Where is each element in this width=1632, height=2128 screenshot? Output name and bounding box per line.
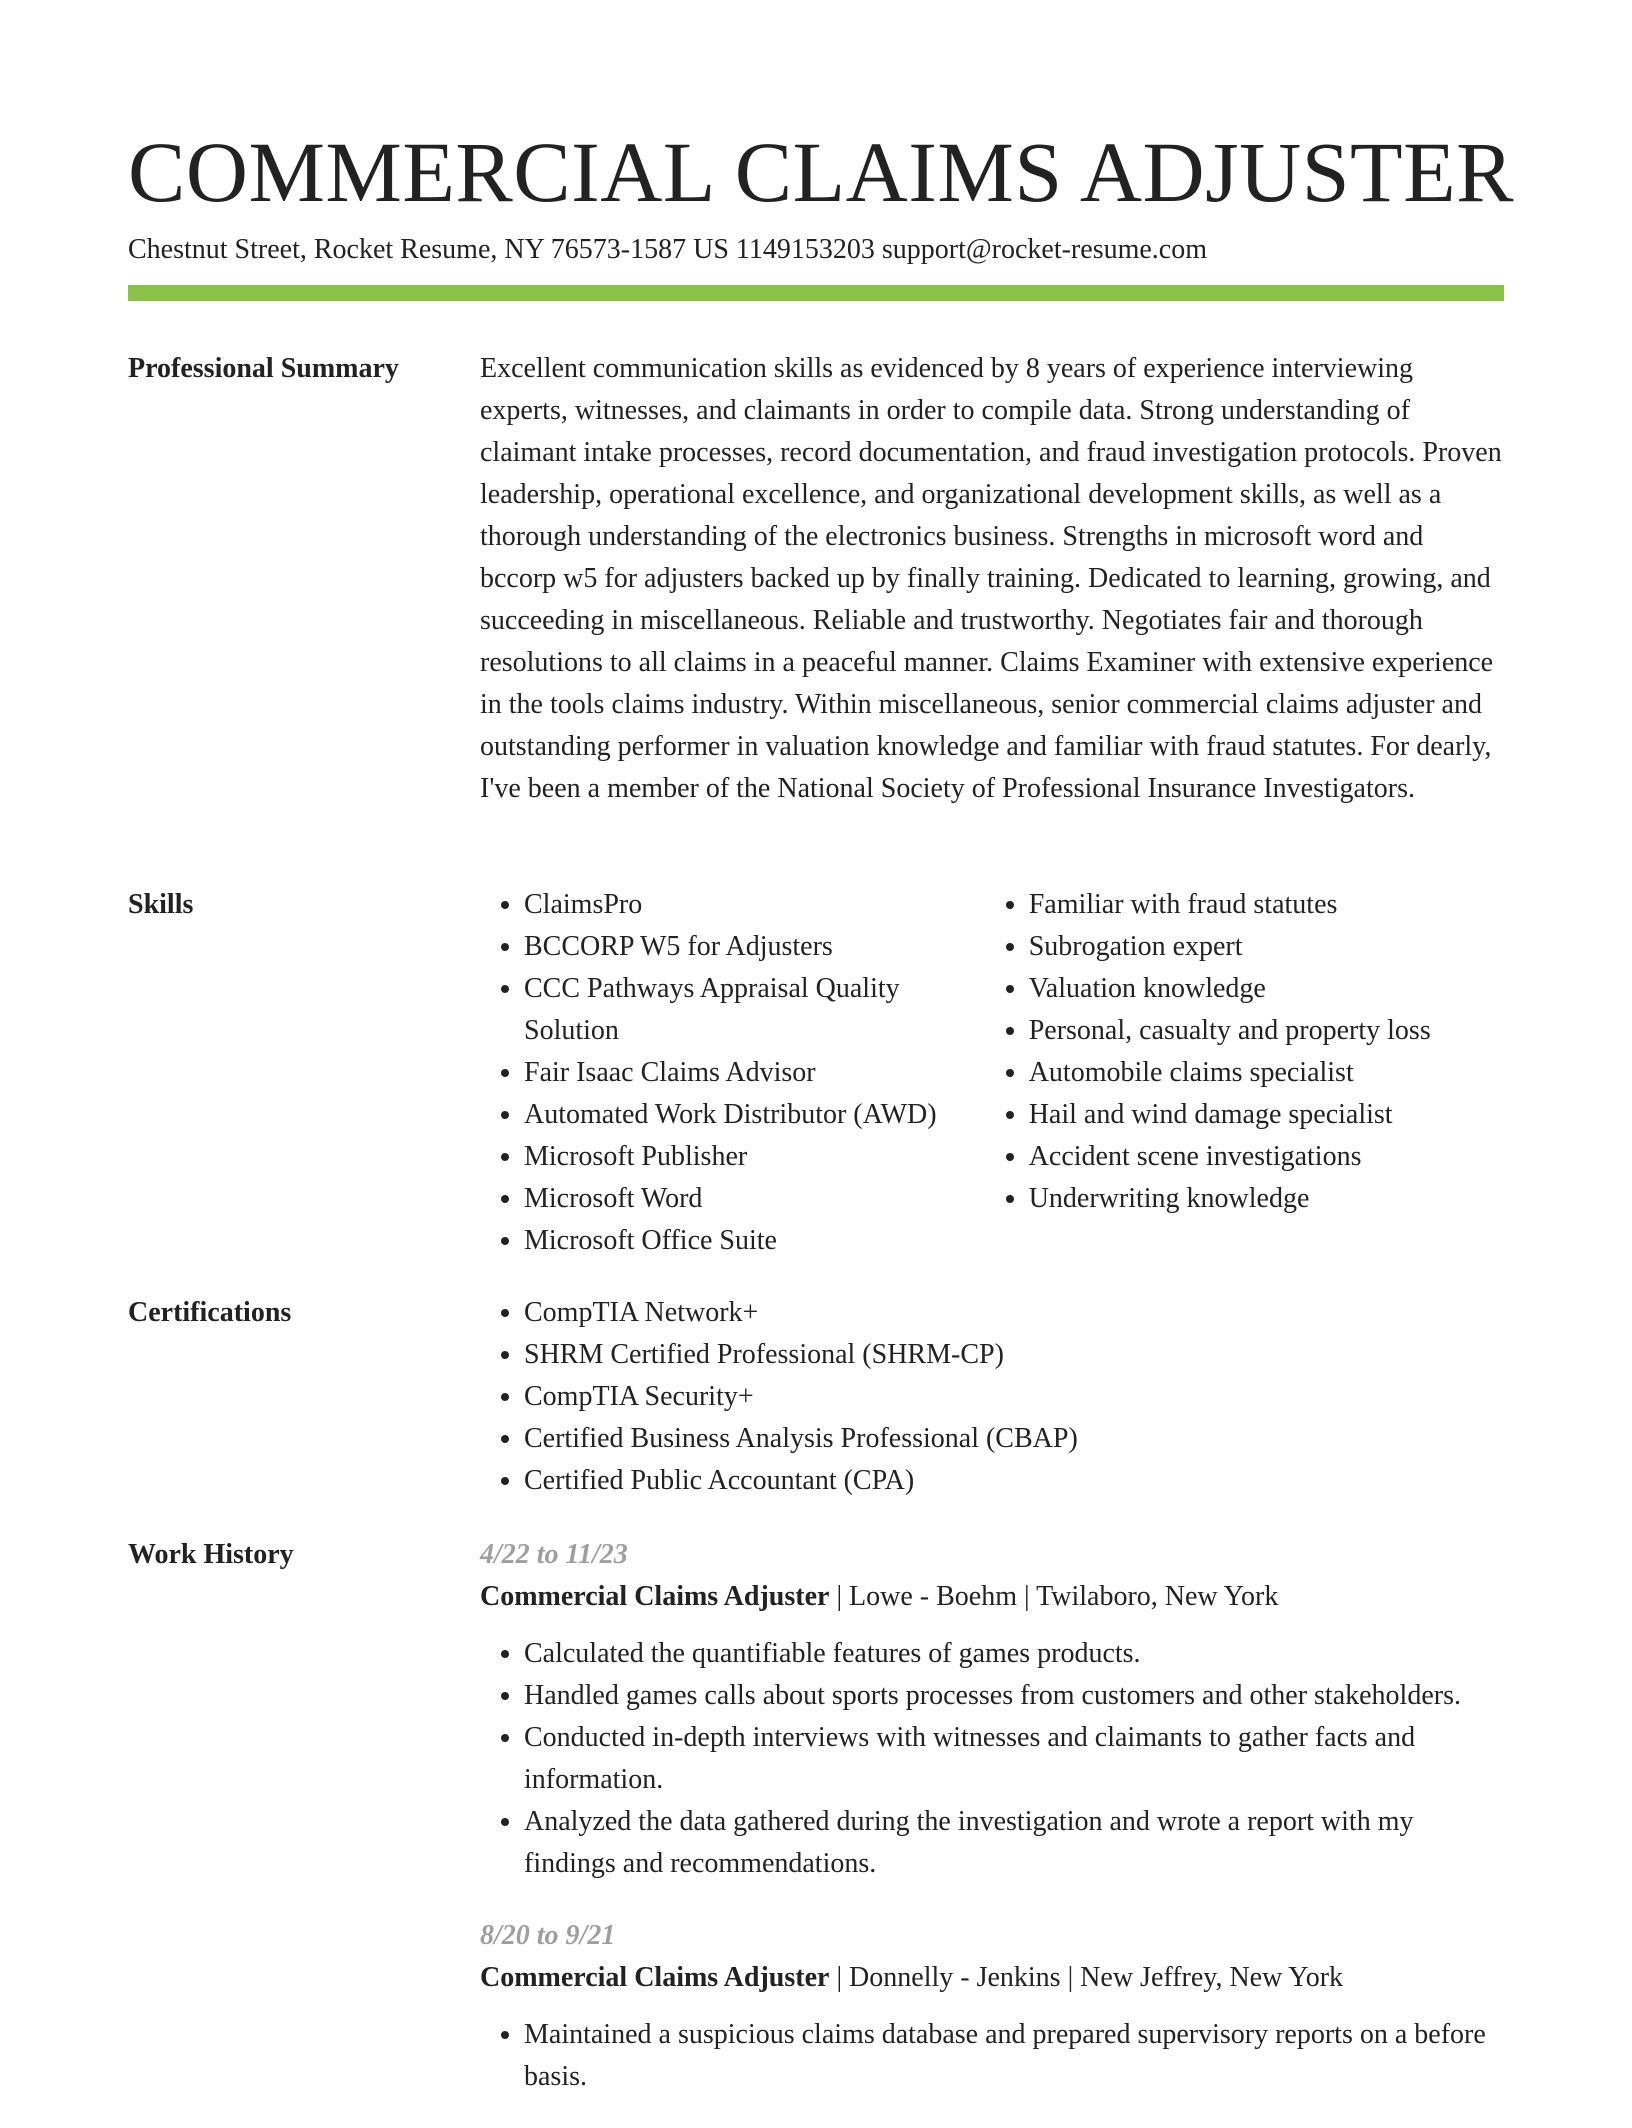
certifications-list [480,1292,1504,1502]
certification-item: • CompTIA Security+ [524,1376,1504,1418]
job-bullet: • Analyzed the data gathered during the investigation and wrote a report with my findings and recommendations. [524,1801,1504,1885]
job-bullet: • Conducted in-depth interviews with witnesses and claimants to gather facts and information. [524,1717,1504,1801]
skill-item: • ClaimsPro [524,884,985,926]
job-title: Commercial Claims Adjuster [480,1581,830,1612]
skill-item: • Accident scene investigations [1029,1136,1504,1178]
skill-item: • Fair Isaac Claims Advisor [524,1052,985,1094]
work-history-label: Work History [128,1539,294,1570]
skills-columns [480,884,1504,1262]
job-bullet: • Handled games calls about sports processes from customers and other stakeholders. [524,1675,1504,1717]
certification-item: • SHRM Certified Professional (SHRM-CP) [524,1334,1504,1376]
job-bullets [480,2014,1504,2098]
job-details: | Donnelly - Jenkins | New Jeffrey, New York [829,1962,1344,1993]
job-bullet: • Maintained a suspicious claims database and prepared supervisory reports on a before basis. [524,2014,1504,2098]
job-heading [480,1957,1504,1999]
skills-body [480,884,1504,1262]
certifications-label: Certifications [128,1297,292,1328]
resume-title: COMMERCIAL CLAIMS ADJUSTER [128,124,1514,220]
skill-item: • BCCORP W5 for Adjusters [524,926,985,968]
skill-item: • Underwriting knowledge [1029,1178,1504,1220]
job-heading [480,1576,1504,1618]
skill-item: • Valuation knowledge [1029,968,1504,1010]
summary-text: Excellent communication skills as evidenced by 8 years of experience interviewing experts, witnesses, and claimants in order to compile data. Strong understanding of claimant intake processes, record documentation, and fraud investigation protocols. Proven leadership, operational excellence, and organizational development skills, as well as a thorough understanding of the electronics business. Strengths in microsoft word and bccorp w5 for adjusters backed up by finally training. Dedicated to learning, growing, and succeeding in miscellaneous. Reliable and trustworthy. Negotiates fair and thorough resolutions to all claims in a peaceful manner. Claims Examiner with extensive experience in the tools claims industry. Within miscellaneous, senior commercial claims adjuster and outstanding performer in valuation knowledge and familiar with fraud statutes. For dearly, I've been a member of the National Society of Professional Insurance Investigators. [480,353,1502,804]
certifications-body [480,1292,1504,1502]
skill-item: • Hail and wind damage specialist [1029,1094,1504,1136]
skills-label: Skills [128,889,194,920]
contact-line: Chestnut Street, Rocket Resume, NY 76573-1587 US 1149153203 support@rocket-resume.com [128,234,1207,265]
job-dates: 4/22 to 11/23 [480,1539,628,1570]
certification-item: • CompTIA Network+ [524,1292,1504,1334]
skill-item: • CCC Pathways Appraisal Quality Solution [524,968,985,1052]
job-bullet: • Calculated the quantifiable features of games products. [524,1633,1504,1675]
certification-item: • Certified Public Accountant (CPA) [524,1460,1504,1502]
skill-item: • Subrogation expert [1029,926,1504,968]
certification-item: • Certified Business Analysis Professional (CBAP) [524,1418,1504,1460]
job-entry [480,1534,1504,1885]
job-dates: 8/20 to 9/21 [480,1920,616,1951]
job-details: | Lowe - Boehm | Twilaboro, New York [829,1581,1279,1612]
job-bullets [480,1633,1504,1885]
skill-item: • Microsoft Word [524,1178,985,1220]
skill-item: • Familiar with fraud statutes [1029,884,1504,926]
skill-item: • Microsoft Office Suite [524,1220,985,1262]
job-title: Commercial Claims Adjuster [480,1962,830,1993]
job-entry [480,1915,1504,2098]
skill-item: • Microsoft Publisher [524,1136,985,1178]
skill-item: • Automobile claims specialist [1029,1052,1504,1094]
work-history-body [480,1534,1504,2128]
skill-item: • Personal, casualty and property loss [1029,1010,1504,1052]
skill-item: • Automated Work Distributor (AWD) [524,1094,985,1136]
summary-label: Professional Summary [128,353,399,384]
skills-list-right [985,884,1504,1262]
skills-list-left [480,884,985,1262]
header-divider [128,285,1504,301]
summary-body [480,348,1504,810]
